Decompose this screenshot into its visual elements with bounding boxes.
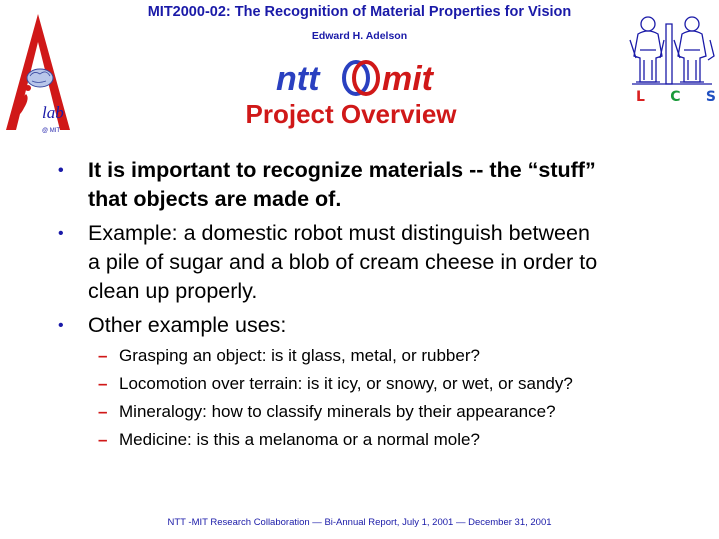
sub-bullet-dash-icon: – xyxy=(98,346,108,365)
ntt-text: ntt xyxy=(276,60,320,98)
page-title: Project Overview xyxy=(245,99,457,129)
sub-bullet-item xyxy=(58,345,708,367)
sub-bullet-item xyxy=(58,429,708,451)
sub-bullet-dash-icon: – xyxy=(98,374,108,393)
bullet-item xyxy=(58,219,708,306)
bullet-list xyxy=(58,156,708,457)
lcs-letter-c: C xyxy=(670,89,681,105)
footer: NTT -MIT Research Collaboration — Bi-Annual Report, July 1, 2001 — December 31, 2001 xyxy=(167,517,552,528)
bullet-line: Other example uses: xyxy=(88,313,287,337)
bullet-line: that objects are made of. xyxy=(88,187,342,211)
mit-text: mit xyxy=(382,60,433,98)
bullet-dot-icon: • xyxy=(58,225,64,242)
lcs-letter-l: L xyxy=(636,89,645,105)
bullet-line: Example: a domestic robot must distinguish between xyxy=(88,221,590,245)
bullet-line: clean up properly. xyxy=(88,279,258,303)
sub-bullet-dash-icon: – xyxy=(98,402,108,421)
sub-bullet-text: Mineralogy: how to classify minerals by their appearance? xyxy=(119,402,556,421)
bullet-line: It is important to recognize materials -- the “stuff” xyxy=(88,158,596,182)
header-title: MIT2000-02: The Recognition of Material Properties for Vision xyxy=(147,4,572,20)
bullet-dot-icon: • xyxy=(58,162,64,179)
sub-bullet-text: Medicine: is this a melanoma or a normal mole? xyxy=(119,430,480,449)
ilab-sub: @ MIT xyxy=(42,128,61,134)
lcs-letter-s: S xyxy=(705,89,716,105)
sub-bullet-text: Locomotion over terrain: is it icy, or snowy, or wet, or sandy? xyxy=(119,374,573,393)
ilab-text: lab xyxy=(42,103,64,122)
sub-bullet-item xyxy=(58,401,708,423)
ntt-mit-logo xyxy=(272,56,447,98)
bullet-item xyxy=(58,156,708,214)
sub-bullet-dash-icon: – xyxy=(98,430,108,449)
sub-bullet-text: Grasping an object: is it glass, metal, or rubber? xyxy=(119,346,480,365)
header-author: Edward H. Adelson xyxy=(311,30,408,42)
bullet-dot-icon: • xyxy=(58,317,64,334)
bullet-line: a pile of sugar and a blob of cream cheese in order to xyxy=(88,250,598,274)
sub-bullet-item xyxy=(58,373,708,395)
ntt-mit-knot-icon xyxy=(344,62,378,94)
bullet-item xyxy=(58,311,708,340)
